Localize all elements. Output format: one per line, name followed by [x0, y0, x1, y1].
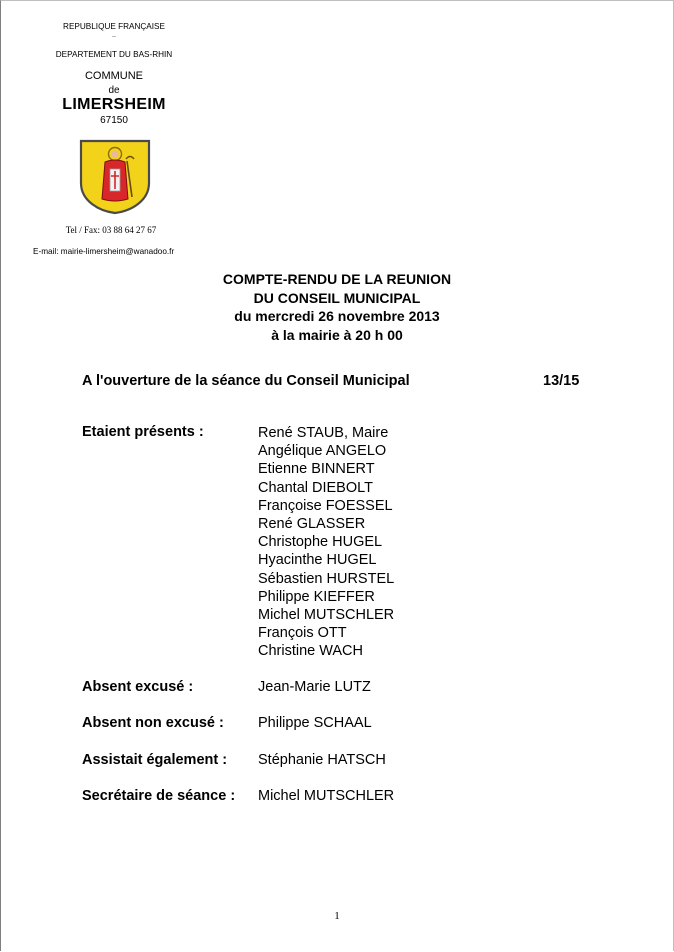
- excused-label: Absent excusé :: [82, 679, 194, 695]
- present-member: Sébastien HURSTEL: [258, 570, 395, 587]
- present-member: François OTT: [258, 625, 347, 642]
- commune-de-label: de: [108, 85, 120, 96]
- present-list: [258, 424, 394, 661]
- secretary-member: Michel MUTSCHLER: [258, 788, 395, 804]
- commune-label: COMMUNE: [84, 70, 144, 82]
- opening-text: A l'ouverture de la séance du Conseil Municipal: [82, 373, 410, 389]
- department-label: DEPARTEMENT DU BAS-RHIN: [55, 50, 173, 59]
- present-member: Philippe KIEFFER: [258, 588, 375, 605]
- present-member: Christophe HUGEL: [258, 534, 383, 551]
- page-number: 1: [334, 910, 340, 922]
- email-address: E-mail: mairie-limersheim@wanadoo.fr: [33, 247, 175, 256]
- present-member: Etienne BINNERT: [258, 461, 375, 478]
- unexcused-label: Absent non excusé :: [82, 715, 224, 731]
- title-line-4: à la mairie à 20 h 00: [271, 327, 403, 343]
- commune-name: LIMERSHEIM: [62, 96, 166, 113]
- assisted-label: Assistait également :: [82, 752, 228, 768]
- present-label: Etaient présents :: [82, 424, 204, 440]
- republic-label: REPUBLIQUE FRANÇAISE: [63, 22, 165, 31]
- secretary-label: Secrétaire de séance :: [82, 788, 236, 804]
- postal-code: 67150: [100, 115, 128, 126]
- present-member: Michel MUTSCHLER: [258, 607, 395, 624]
- unexcused-member: Philippe SCHAAL: [258, 715, 372, 731]
- present-member: René STAUB, Maire: [258, 425, 389, 441]
- present-member: Chantal DIEBOLT: [258, 479, 373, 496]
- attendance-count: 13/15: [543, 373, 580, 389]
- present-member: René GLASSER: [258, 516, 366, 533]
- present-member: Hyacinthe HUGEL: [258, 552, 377, 569]
- present-member: Françoise FOESSEL: [258, 497, 393, 514]
- title-line-2: DU CONSEIL MUNICIPAL: [253, 290, 421, 306]
- assisted-member: Stéphanie HATSCH: [258, 752, 386, 768]
- header-separator: –: [112, 33, 116, 40]
- present-member: Angélique ANGELO: [258, 443, 387, 460]
- title-line-3: du mercredi 26 novembre 2013: [234, 308, 440, 324]
- title-line-1: COMPTE-RENDU DE LA REUNION: [222, 271, 452, 287]
- excused-member: Jean-Marie LUTZ: [258, 679, 371, 695]
- present-member: Christine WACH: [258, 643, 364, 660]
- tel-fax: Tel / Fax: 03 88 64 27 67: [65, 225, 157, 235]
- coat-of-arms-icon: [79, 139, 151, 215]
